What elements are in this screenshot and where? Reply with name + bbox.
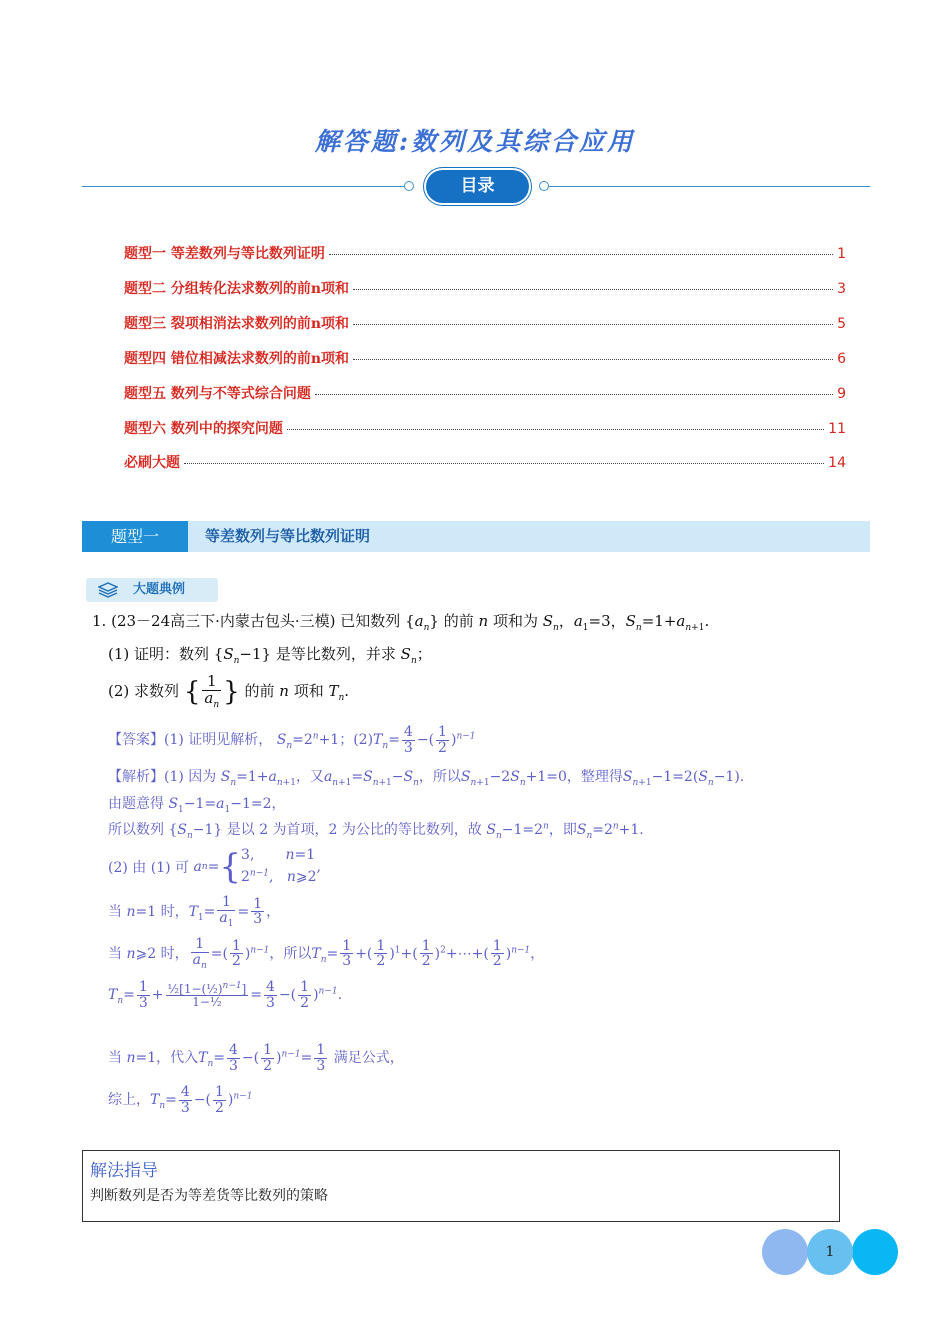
page-number-decoration: [762, 1229, 808, 1275]
analysis-text: 所以数列: [108, 822, 164, 838]
problem-stem: 1. (23－24高三下·内蒙古包头·三模) 已知数列 $\{a_n\}$ 的前 n 项和为 $S_n$，$a_1=3$，$S_n=1+a_{n+1}$.: [92, 612, 710, 633]
analysis-text: ，即: [548, 822, 577, 838]
toc-divider-right: [549, 186, 870, 187]
part-text: 是等比数列，并求: [275, 645, 396, 663]
analysis-text: 当: [108, 903, 122, 920]
answer-line: 【答案】(1) 证明见解析， $S_n=2^n+1$；$(2)T_n=$ $\frac{4}{3}$ −( $\frac{1}{2}$ )$^{n-1}$: [108, 724, 476, 756]
analysis-line-9: 综上，$T_n=$ $\frac{4}{3}$ −( $\frac{1}{2}$ )$^{n-1}$: [108, 1084, 253, 1116]
answer-label: 【答案】: [108, 732, 164, 749]
toc-item-page: 5: [837, 316, 846, 332]
analysis-line-2: 由题意得 $S_1-1=a_1-1=2$，: [108, 796, 286, 815]
toc-item-label: 题型五 数列与不等式综合问题: [124, 386, 311, 402]
analysis-line-6: 当 n⩾2 时， $\frac{1}{a_n}$ =( $\frac{1}{2}$ )$^{n-1}$，所以$T_n=$ $\frac{1}{3}$ +( $\frac{1}{2}$ )$^1$+( $\frac{1}{2}$ )$^2$+⋯+( $\frac{1}{2}$ )$^{n-1}$，: [108, 936, 545, 971]
toc-leader: [329, 254, 833, 255]
part-text: (2) 求数列: [108, 682, 180, 701]
answer-text: (1) 证明见解析，: [164, 732, 273, 749]
toc-item[interactable]: [124, 418, 846, 440]
toc-divider-left: [82, 186, 404, 187]
analysis-text: ，整理得: [566, 769, 623, 785]
analysis-text: ，所以: [269, 945, 312, 962]
toc-leader: [353, 289, 833, 290]
part-text: 的前: [244, 682, 275, 701]
toc-item-label: 题型四 错位相减法求数列的前n项和: [124, 351, 350, 367]
answer-text: ；(2): [339, 732, 374, 749]
toc-leader: [353, 359, 833, 360]
page-number-decoration: [852, 1229, 898, 1275]
analysis-line-8: 当 n=1，代入$T_n=$ $\frac{4}{3}$ −( $\frac{1}{2}$ )$^{n-1}$= $\frac{1}{3}$ 满足公式，: [108, 1042, 404, 1074]
analysis-line-3: 所以数列 $\{S_n-1\}$ 是以 2 为首项，2 为公比的等比数列，故 $S_n-1=2^n$，即$S_n=2^n+1$.: [108, 821, 644, 841]
analysis-line-1: 【解析】(1) 因为 $S_n=1+a_{n+1}$，又$a_{n+1}=S_{n+1}-S_n$，所以$S_{n+1}-2S_n+1=0$，整理得$S_{n+1}-1=2(S_n-1)$.: [108, 769, 745, 788]
layers-icon: [98, 582, 118, 598]
toc-item[interactable]: [124, 243, 846, 265]
problem-part-2: (2) 求数列 { $\frac{1}{a_n}$ } 的前 n 项和 $T_n$.: [108, 672, 350, 710]
toc-item-label: 题型六 数列中的探究问题: [124, 421, 283, 437]
stem-text: 的前: [443, 612, 474, 630]
section-title: 等差数列与等比数列证明: [205, 527, 371, 545]
analysis-text: (1) 因为: [164, 769, 217, 785]
problem-part-1: (1) 证明：数列 $\{S_n-1\}$ 是等比数列，并求 $S_n$；: [108, 645, 432, 666]
analysis-text: 满足公式，: [333, 1050, 404, 1067]
analysis-line-5: 当 n=1 时，$T_1=$ $\frac{1}{a_1}$ = $\frac{1}{3}$ ，: [108, 894, 281, 929]
part-text: (1) 证明：数列: [108, 645, 210, 663]
toc-leader: [287, 429, 824, 430]
toc-item-label: 必刷大题: [124, 455, 180, 471]
toc-item-label: 题型三 裂项相消法求数列的前n项和: [124, 316, 350, 332]
analysis-text: 当: [108, 1050, 122, 1067]
analysis-text: 时，: [160, 903, 189, 920]
toc-item[interactable]: [124, 348, 846, 370]
toc-divider-dot-left: [404, 181, 414, 191]
section-tag: 题型一: [82, 521, 188, 552]
analysis-text: 是以 2 为首项，2 为公比的等比数列，故: [226, 822, 482, 838]
toc-leader: [184, 463, 824, 464]
section-header-bar: [82, 521, 870, 552]
toc-item[interactable]: [124, 452, 846, 474]
example-label: 大题典例: [133, 582, 186, 597]
analysis-text: ，又: [295, 769, 324, 785]
toc-badge: 目录: [426, 170, 529, 203]
toc-item-page: 6: [837, 351, 846, 367]
solution-guide-title: 解法指导: [90, 1161, 158, 1181]
toc-divider-dot-right: [539, 181, 549, 191]
analysis-text: ，代入: [156, 1050, 199, 1067]
toc-item-label: 题型二 分组转化法求数列的前n项和: [124, 281, 350, 297]
toc-item-page: 3: [837, 281, 846, 297]
analysis-text: 时，: [160, 945, 189, 962]
analysis-line-7: $T_n=$ $\frac{1}{3}$ + $\frac{\frac{1}{2}[1-(\frac{1}{2})^{n-1}]}{\text{1−½}}$ = $\frac{4}{3}$ −( $\frac{1}{2}$ )$^{n-1}$.: [108, 979, 343, 1011]
document-title: 解答题:数列及其综合应用: [314, 127, 636, 156]
toc-item[interactable]: [124, 383, 846, 405]
problem-number: 1.: [92, 612, 107, 630]
analysis-text: 综上，: [108, 1092, 150, 1109]
part-text: 项和: [293, 682, 324, 701]
toc-item[interactable]: [124, 313, 846, 335]
analysis-text: ，所以: [418, 769, 461, 785]
toc-item[interactable]: [124, 278, 846, 300]
toc-item-page: 11: [828, 421, 846, 437]
toc-item-page: 14: [828, 455, 846, 471]
analysis-text: (2) 由 (1) 可: [108, 859, 190, 876]
stem-text: 已知数列: [340, 612, 401, 630]
toc-item-label: 题型一 等差数列与等比数列证明: [124, 246, 325, 262]
analysis-label: 【解析】: [108, 769, 164, 785]
page-number: 1: [825, 1244, 835, 1260]
toc-leader: [353, 324, 833, 325]
toc-item-page: 9: [837, 386, 846, 402]
problem-source: (23－24高三下·内蒙古包头·三模): [111, 612, 336, 630]
analysis-text: 当: [108, 945, 122, 962]
solution-guide-text: 判断数列是否为等差货等比数列的策略: [90, 1188, 328, 1204]
analysis-text: 由题意得: [108, 796, 164, 812]
analysis-line-4: (2) 由 (1) 可 a n = { 3, n=1 $2^{n-1}$, n⩾2 ,: [108, 846, 321, 887]
stem-text: 项和为: [492, 612, 538, 630]
toc-leader: [315, 394, 833, 395]
toc-item-page: 1: [837, 246, 846, 262]
